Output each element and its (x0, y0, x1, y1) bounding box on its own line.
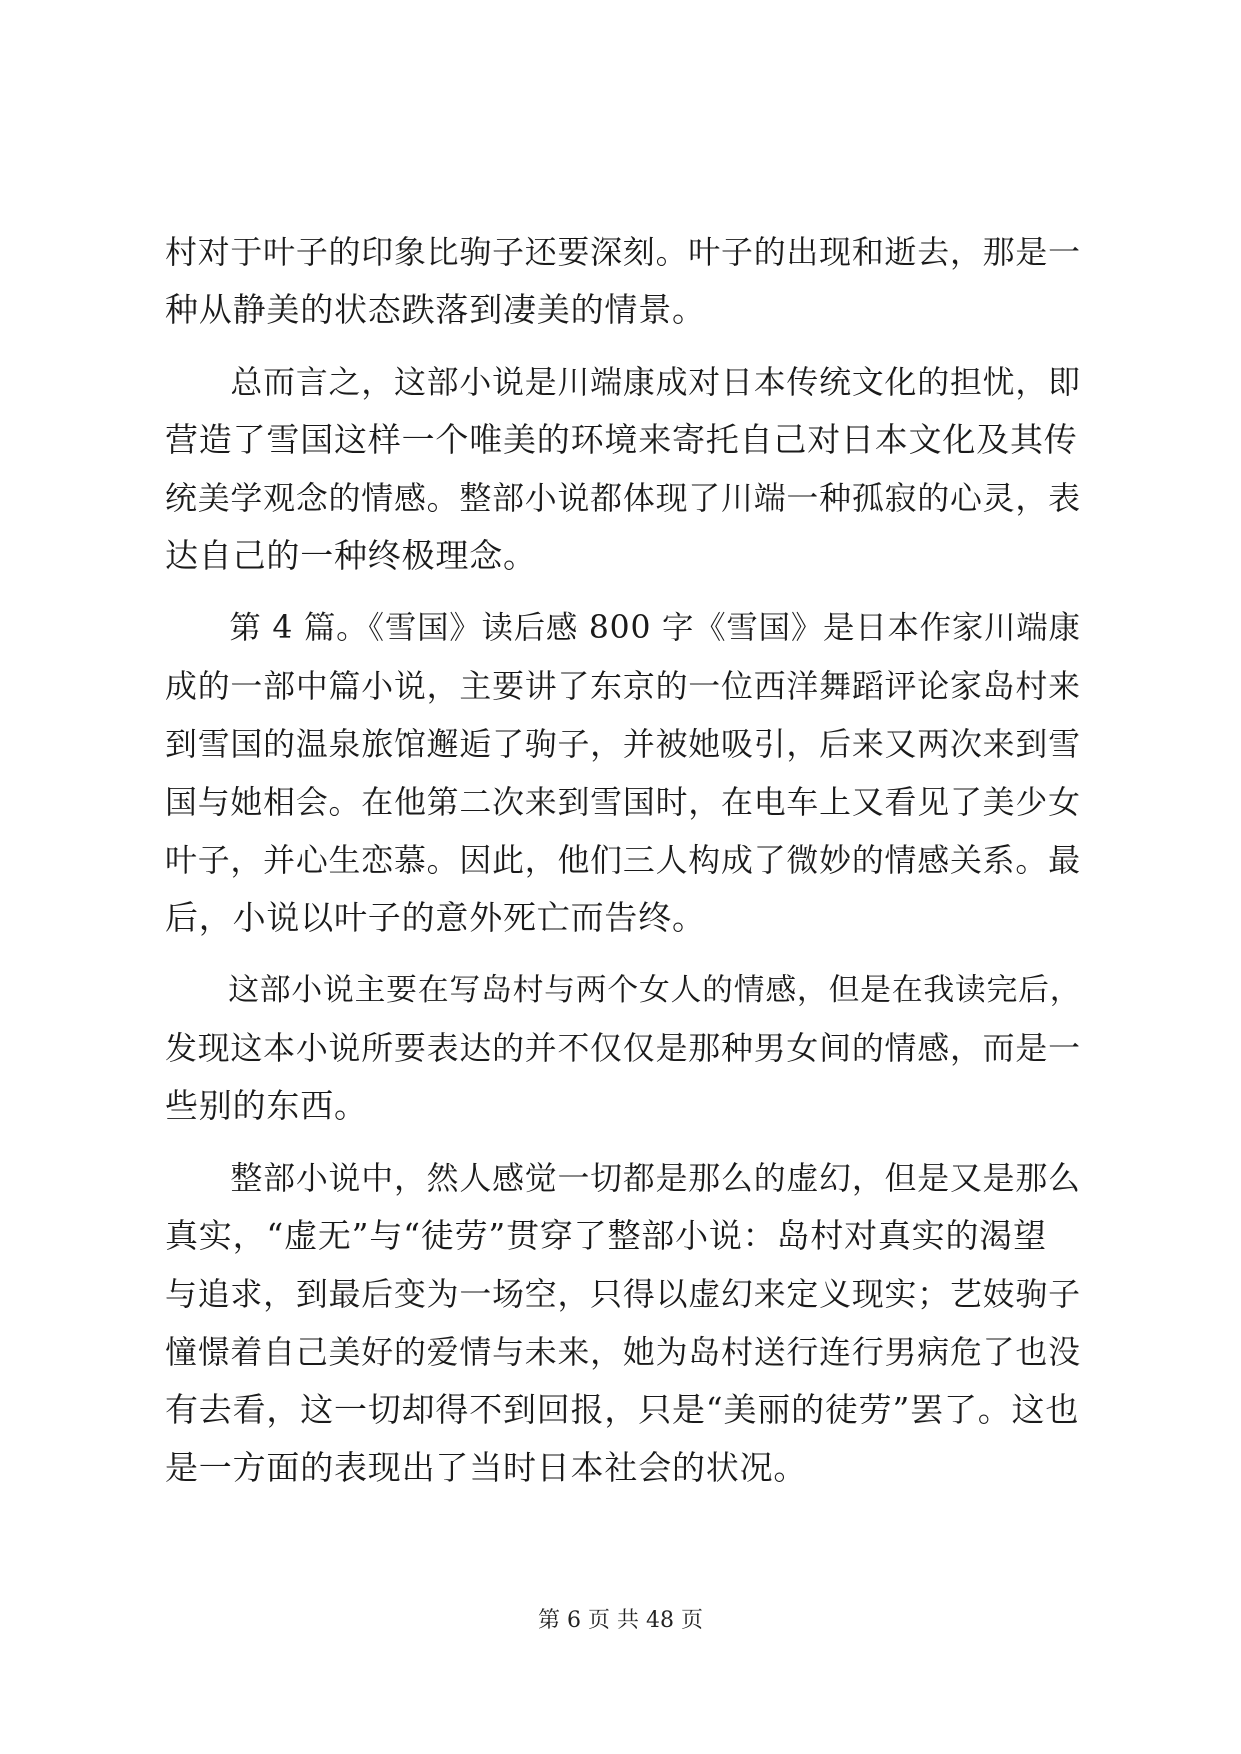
text-line: 叶子，并心生恋慕。因此，他们三人构成了微妙的情感关系。最 (165, 841, 1081, 879)
text-line: 第 4 篇。《雪国》读后感 800 字《雪国》是日本作家川端康 (165, 610, 1081, 646)
text-line: 有去看，这一切却得不到回报，只是“美丽的徒劳”罢了。这也 (165, 1390, 1080, 1429)
text-line: 发现这本小说所要表达的并不仅仅是那种男女间的情感，而是一 (165, 1029, 1081, 1067)
text-line: 达自己的一种终极理念。 (165, 536, 537, 575)
text-line: 到雪国的温泉旅馆邂逅了驹子，并被她吸引，后来又两次来到雪 (165, 725, 1081, 763)
text-line: 总而言之，这部小说是川端康成对日本传统文化的担忧，即 (165, 363, 1081, 401)
text-line: 国与她相会。在他第二次来到雪国时，在电车上又看见了美少女 (165, 783, 1081, 821)
text-line: 是一方面的表现出了当时日本社会的状况。 (165, 1448, 808, 1487)
page-footer: 第 6 页 共 48 页 (538, 1608, 703, 1633)
text-line: 后，小说以叶子的意外死亡而告终。 (165, 898, 706, 937)
text-line: 村对于叶子的印象比驹子还要深刻。叶子的出现和逝去，那是一 (165, 233, 1081, 271)
text-line: 种从静美的状态跌落到凄美的情景。 (165, 290, 706, 329)
text-line: 营造了雪国这样一个唯美的环境来寄托自己对日本文化及其传 (165, 420, 1078, 459)
text-line: 整部小说中，然人感觉一切都是那么的虚幻，但是又是那么 (165, 1159, 1081, 1197)
text-line: 真实，“虚无”与“徒劳”贯穿了整部小说：岛村对真实的渴望 (165, 1216, 1047, 1255)
text-line: 成的一部中篇小说，主要讲了东京的一位西洋舞蹈评论家岛村来 (165, 667, 1081, 705)
text-line: 憧憬着自己美好的爱情与未来，她为岛村送行连行男病危了也没 (165, 1333, 1081, 1371)
text-line: 统美学观念的情感。整部小说都体现了川端一种孤寂的心灵，表 (165, 479, 1081, 517)
text-line: 些别的东西。 (165, 1086, 368, 1125)
text-line: 这部小说主要在写岛村与两个女人的情感，但是在我读完后， (165, 972, 1082, 1008)
text-line: 与追求，到最后变为一场空，只得以虚幻来定义现实；艺妓驹子 (165, 1275, 1081, 1313)
